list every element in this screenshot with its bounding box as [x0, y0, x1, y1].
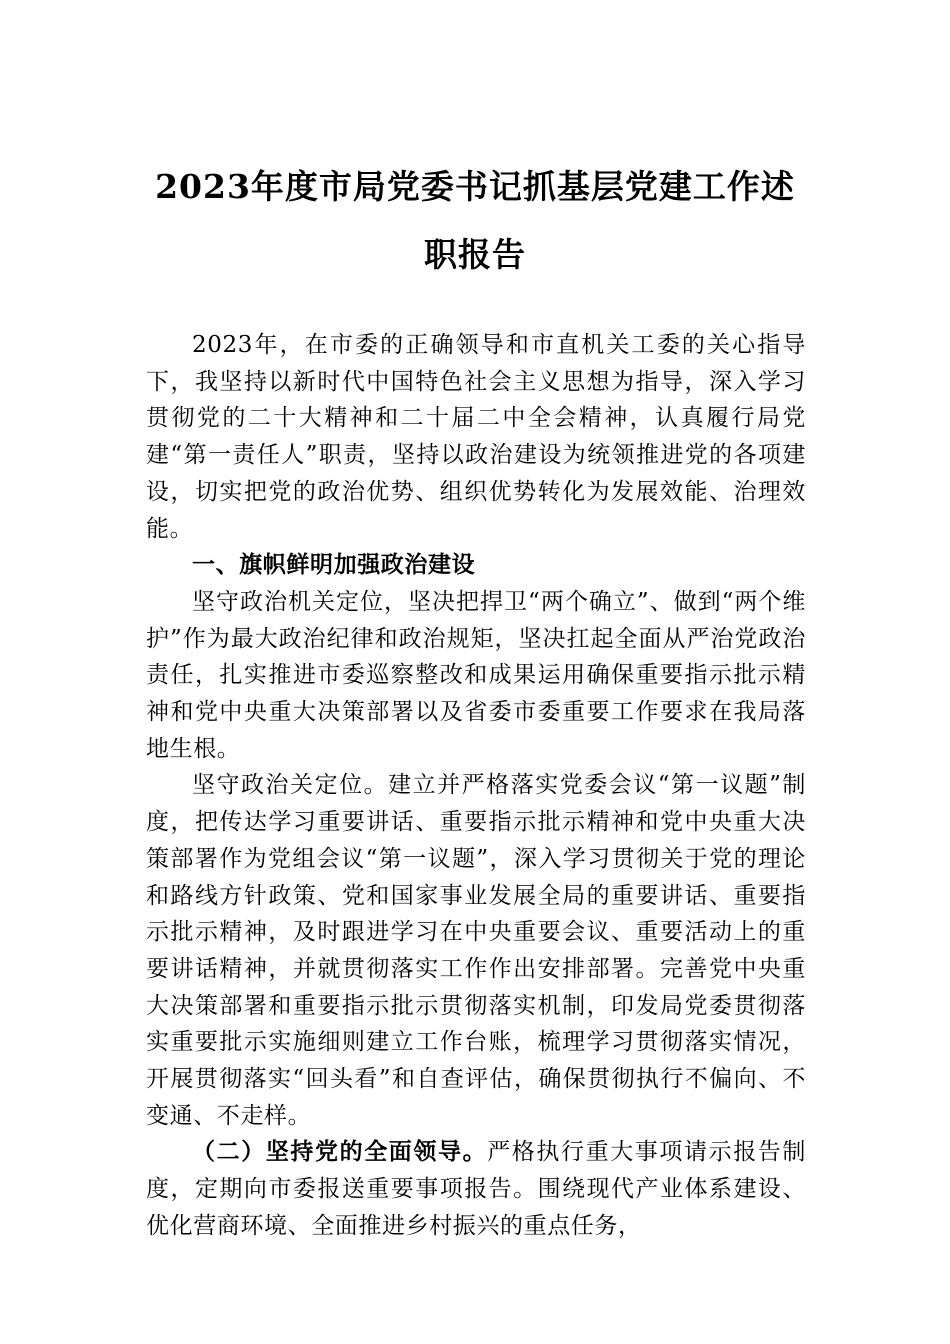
document-title-line-1: 2023年度市局党委书记抓基层党建工作述	[155, 167, 795, 206]
body-paragraph-1: 坚守政治机关定位，坚决把捍卫“两个确立”、做到“两个维护”作为最大政治纪律和政治规矩，坚决扛起全面从严治党政治责任，扎实推进市委巡察整改和成果运用确保重要指示批示精神和党中央重大决策部署以及省委市委重要工作要求在我局落地生根。	[146, 588, 806, 762]
subsection-text: 严格执行重大事项请示报告制度，定期向市委报送重要事项报告。围绕现代产业体系建设、优化营商环境、全面推进乡村振兴的重点任务，	[146, 1139, 806, 1239]
document-title-line-2: 职报告	[424, 235, 526, 274]
document-body	[146, 327, 806, 1245]
body-paragraph-3	[146, 1134, 806, 1244]
body-paragraph-2: 坚守政治关定位。建立并严格落实党委会议“第一议题”制度，把传达学习重要讲话、重要指示批示精神和党中央重大决策部署作为党组会议“第一议题”，深入学习贯彻关于党的理论和路线方针政策、党和国家事业发展全局的重要讲话、重要指示批示精神，及时跟进学习在中央重要会议、重要活动上的重要讲话精神，并就贯彻落实工作作出安排部署。完善党中央重大决策部署和重要指示批示贯彻落实机制，印发局党委贯彻落实重要批示实施细则建立工作台账，梳理学习贯彻落实情况，开展贯彻落实“回头看”和自查评估，确保贯彻执行不偏向、不变通、不走样。	[146, 772, 806, 1129]
section-heading: 一、旗帜鲜明加强政治建设	[192, 552, 476, 579]
intro-paragraph: 2023年，在市委的正确领导和市直机关工委的关心指导下，我坚持以新时代中国特色社会主义思想为指导，深入学习贯彻党的二十大精神和二十届二中全会精神，认真履行局党建“第一责任人”职责，坚持以政治建设为统领推进党的各项建设，切实把党的政治优势、组织优势转化为发展效能、治理效能。	[146, 332, 806, 542]
subsection-lead: （二）坚持党的全面领导。	[192, 1139, 488, 1166]
